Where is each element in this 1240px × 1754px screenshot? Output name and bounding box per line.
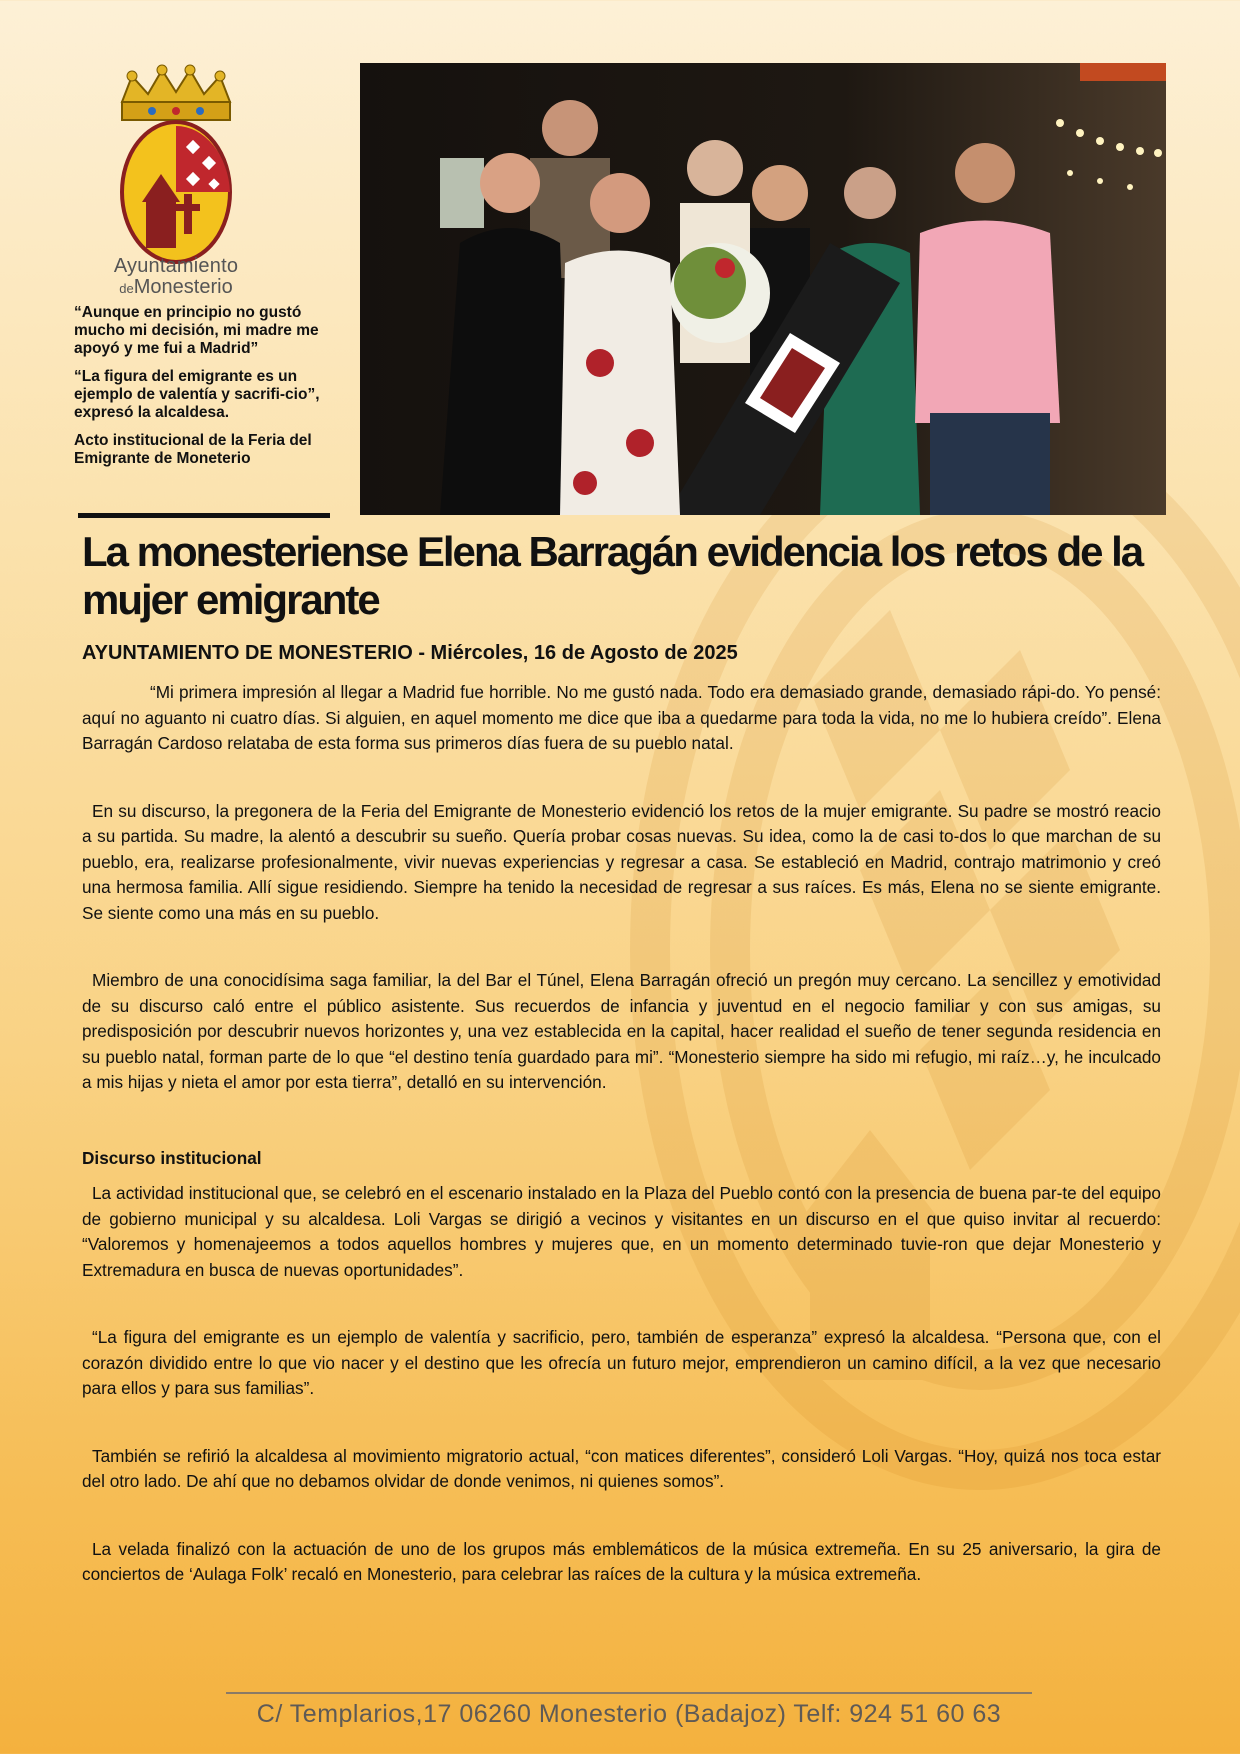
crown-icon [122, 65, 230, 120]
headline-rule [78, 513, 330, 518]
highlight-quote-2: “La figura del emigrante es un ejemplo de valentía y sacrifi-cio”, expresó la alcaldesa. [74, 368, 320, 421]
byline: AYUNTAMIENTO DE MONESTERIO - Miércoles, 16 de Agosto de 2025 [82, 642, 738, 664]
shield-icon [122, 122, 230, 262]
article-body [82, 680, 1161, 1630]
paragraph-1: “Mi primera impresión al llegar a Madrid fue horrible. No me gustó nada. Todo era demasiado grande, demasiado rápi-do. Yo pensé: aquí no aguanto ni cuatro días. Si alguien, en aquel momento me dice que iba a quedarme para toda la vida, no me lo hubiera creído”. Elena Barragán Cardoso relataba de esta forma sus primeros días fuera de su pueblo natal. [82, 682, 1161, 753]
section-subheading: Discurso institucional [82, 1147, 262, 1168]
event-photo [360, 63, 1166, 515]
footer-rule [226, 1692, 1032, 1694]
highlights-sidebar [74, 304, 332, 478]
paragraph-5: “La figura del emigrante es un ejemplo de valentía y sacrificio, pero, también de esperanza” expresó la alcaldesa. “Persona que, con el corazón dividido entre lo que vio nacer y el destino que les ofrecía un futuro mejor, emprendieron un camino difícil, a la vez que necesario para ellos y para sus familias”. [82, 1327, 1161, 1398]
footer-address: C/ Templarios,17 06260 Monesterio (Badajoz) Telf: 924 51 60 63 [256, 1700, 1002, 1728]
paragraph-7: La velada finalizó con la actuación de uno de los grupos más emblemáticos de la música extremeña. En su 25 aniversario, la gira de conciertos de ‘Aulaga Folk’ recaló en Monesterio, para celebrar las raíces de la cultura y la música extremeña. [82, 1538, 1161, 1584]
paragraph-2: En su discurso, la pregonera de la Feria del Emigrante de Monesterio evidenció los retos de la mujer emigrante. Su padre se mostró reacio a su partida. Su madre, la alentó a descubrir su sueño. Quería probar cosas nuevas. Su idea, como la de casi to-dos lo que marchan de su pueblo, era, realizarse profesionalmente, vivir nuevas experiencias y regresar a casa. Se estableció en Madrid, contrajo matrimonio y creó una hermosa familia. Allí sigue residiendo. Siempre ha tenido la necesidad de regresar a sus raíces. Es más, Elena no se siente emigrante. Se siente como una más en su pueblo. [82, 800, 1161, 923]
logo-wordmark [92, 256, 260, 299]
highlight-quote-1: “Aunque en principio no gustó mucho mi decisión, mi madre me apoyó y me fui a Madrid” [74, 304, 319, 357]
logo-line-1: Ayuntamiento [113, 255, 239, 277]
paragraph-4: La actividad institucional que, se celebró en el escenario instalado en la Plaza del Pueblo contó con la presencia de buena par-te del equipo de gobierno municipal y su alcaldesa. Loli Vargas se dirigió a vecinos y visitantes en un discurso en el que quiso invitar al recuerdo: “Valoremos y homenajeemos a todos aquellos hombres y mujeres que, en un momento determinado tuvie-ron que dejar Monesterio y Extremadura en busca de nuevas oportunidades”. [82, 1183, 1161, 1280]
highlight-caption: Acto institucional de la Feria del Emigrante de Moneterio [74, 432, 312, 467]
paragraph-3: Miembro de una conocidísima saga familiar, la del Bar el Túnel, Elena Barragán ofreció un pregón muy cercano. La sencillez y emotividad de su discurso caló entre el público asistente. Sus recuerdos de infancia y juventud en el negocio familiar y con sus amigas, su predisposición por descubrir nuevos horizontes y, una vez establecida en la capital, hacer realidad el sueño de tener segunda residencia en su pueblo natal, forman parte de lo que “el destino tenía guardado para mi”. “Monesterio siempre ha sido mi refugio, mi raíz…y, he inculcado a mis hijas y nieta el amor por esta tierra”, detalló en su intervención. [82, 970, 1161, 1092]
logo-line-2: deMonesterio [119, 276, 233, 298]
headline: La monesteriense Elena Barragán evidencia los retos de la mujer emigrante [82, 528, 1143, 623]
paragraph-6: También se refirió la alcaldesa al movimiento migratorio actual, “con matices diferentes”, consideró Loli Vargas. “Hoy, quizá nos toca estar del otro lado. De ahí que no debamos olvidar de donde venimos, ni quienes somos”. [82, 1445, 1161, 1491]
